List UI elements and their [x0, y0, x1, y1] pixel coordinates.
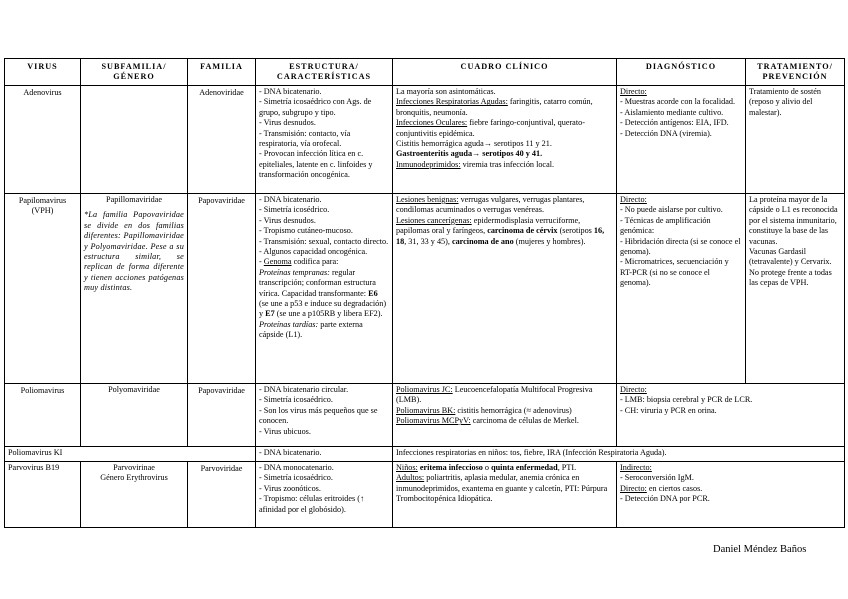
adenovirus-subfamilia — [81, 86, 188, 194]
tratamiento-line: La proteína mayor de la cápside o L1 es reconocida por el sistema inmunitario, constituye la base de las vacunas. — [749, 195, 838, 246]
cuadro-text: o — [482, 463, 492, 472]
ano-text: carcinoma de ano — [451, 236, 514, 246]
genoma-line: - Genoma codifica para: — [259, 257, 339, 267]
cuadro-label: Poliomavirus JC: — [396, 385, 453, 394]
parvovirus-diagnostico — [617, 462, 845, 528]
parvovirus-virus: Parvovirus B19 — [5, 462, 81, 528]
parvovirus-estructura — [256, 462, 393, 528]
papilomavirus-familia: Papovaviridae — [188, 194, 256, 384]
virus-table — [4, 58, 845, 528]
adenovirus-estructura — [256, 86, 393, 194]
cuadro-line — [396, 473, 613, 504]
cuadro-text: (mujeres y hombres). — [513, 236, 586, 246]
papilomavirus-subfamilia — [81, 194, 188, 384]
tratamiento-line: No protege frente a todas las cepas de VPH. — [749, 267, 832, 288]
header-tratamiento: TRATAMIENTO/ PREVENCIÓN — [746, 59, 845, 86]
estructura-item: - DNA monocatenario. — [259, 463, 334, 472]
estructura-item: - Simetría icosaédrico con Ags. de grupo, subgrupo y tipo. — [259, 97, 372, 117]
cuadro-text: Leucoencefalopatía Multifocal Progresiva (LMB). — [396, 385, 593, 405]
estructura-item: - DNA bicatenario. — [259, 195, 322, 204]
diagnostico-label: Directo: — [620, 87, 647, 96]
cuadro-text: epidermodisplasia verruciforme, papilomas oral y faríngeos, — [396, 215, 581, 236]
author-name: Daniel Méndez Baños — [713, 544, 807, 555]
diagnostico-item: - No puede aislarse por cultivo. — [620, 205, 723, 215]
quinta-text: quinta enfermedad — [491, 463, 558, 472]
cuadro-label: Poliomavirus MCPyV: — [396, 416, 471, 426]
estructura-item: - Provocan infección lítica en c. epiteliales, latente en c. linfoides y transformación oncogénica. — [259, 149, 373, 180]
e6-label: E6 — [368, 288, 378, 298]
subfamilia-name: Papillomaviridae — [106, 195, 162, 204]
header-row — [5, 59, 845, 86]
diagnostico-item: - Aislamiento mediante cultivo. — [620, 107, 724, 117]
parvovirus-cuadro — [393, 462, 617, 528]
adenovirus-cuadro — [393, 86, 617, 194]
diagnostico-item: - Detección DNA por PCR. — [620, 494, 710, 504]
poliomavirus-virus: Poliomavirus — [5, 384, 81, 447]
cuadro-line — [396, 195, 613, 216]
header-estructura: ESTRUCTURA/ CARACTERÍSTICAS — [256, 59, 393, 86]
cuadro-line — [396, 385, 613, 406]
estructura-item: - Virus desnudos. — [259, 215, 316, 225]
diagnostico-text: en ciertos casos. — [646, 483, 703, 493]
tratamiento-line: Vacunas Gardasil (tetravalente) y Cervarix. — [749, 247, 832, 267]
e7-label: E7 — [265, 309, 275, 319]
ki-virus: Poliomavirus KI — [5, 447, 256, 462]
cuadro-line: Cistitis hemorrágica aguda→ serotipos 11 y 21. — [396, 139, 552, 149]
subfamilia-line: Género Erythrovirus — [100, 473, 168, 483]
tempranas-line — [259, 268, 389, 320]
cuadro-label: Infecciones Oculares: — [396, 118, 468, 128]
e6-text: (se une a p53 e induce su degradación) y — [259, 299, 387, 319]
serotipos-text: 16, 18 — [396, 226, 605, 246]
cuadro-text: fiebre faringo-conjuntival, querato-conjuntivitis epidémica. — [396, 118, 585, 138]
row-adenovirus — [5, 86, 845, 194]
row-ki — [5, 447, 845, 462]
estructura-item: - Virus desnudos. — [259, 118, 316, 128]
cuadro-text: , PTI. — [557, 463, 577, 472]
tardias-line — [259, 320, 389, 341]
estructura-item: - Tropismo cutáneo-mucoso. — [259, 226, 353, 236]
estructura-item: - DNA bicatenario. — [259, 87, 322, 96]
diagnostico-item: - Seroconversión IgM. — [620, 473, 694, 483]
estructura-item: - Algunos capacidad oncogénica. — [259, 247, 368, 257]
cuadro-text: verrugas vulgares, verrugas plantares, condilomas acuminados o verrugas venéreas. — [396, 195, 585, 215]
estructura-item: - Virus zoonóticos. — [259, 483, 321, 493]
cuadro-line: Gastroenteritis aguda→ serotipos 40 y 41. — [396, 149, 543, 159]
tempranas-label: Proteínas tempranas: — [259, 267, 330, 277]
cuadro-text: (serotipos — [557, 226, 594, 236]
parvovirus-subfamilia — [81, 462, 188, 528]
papilomavirus-tratamiento — [746, 194, 845, 384]
cuadro-line — [396, 406, 613, 416]
row-papilomavirus — [5, 194, 845, 384]
cuadro-label: Poliomavirus BK: — [396, 405, 456, 415]
estructura-item: - Transmisión: sexual, contacto directo. — [259, 236, 389, 246]
tardias-text: parte externa cápside (L1). — [259, 319, 363, 340]
cuadro-text: , 31, 33 y 45), — [404, 236, 452, 246]
e7-text: (se une a p105RB y libera EF2). — [274, 309, 383, 319]
tardias-label: Proteínas tardías: — [259, 319, 319, 329]
estructura-item: - DNA bicatenario circular. — [259, 385, 349, 394]
tempranas-text: regular transcripción; conforman estructura vírica. Capacidad transformante: — [259, 267, 376, 298]
poliomavirus-estructura — [256, 384, 393, 447]
poliomavirus-subfamilia: Polyomaviridae — [81, 384, 188, 447]
cuadro-label: Niños: — [396, 463, 418, 472]
cuadro-line — [396, 118, 613, 139]
papilomavirus-estructura — [256, 194, 393, 384]
cuadro-line — [396, 216, 613, 247]
diagnostico-item: - Detección DNA (viremia). — [620, 128, 712, 138]
diagnostico-item: - CH: viruria y PCR en orina. — [620, 405, 717, 415]
cuadro-line — [396, 160, 613, 170]
estructura-item: - Virus ubicuos. — [259, 426, 311, 436]
diagnostico-item: - Micromatrices, secuenciación y RT-PCR (si no se conoce el genoma). — [620, 257, 729, 288]
cuadro-text: cistitis hemorrágica (≈ adenovirus) — [455, 405, 572, 415]
diagnostico-label: Indirecto: — [620, 463, 652, 472]
estructura-item: - Simetría icosaédrico. — [259, 473, 333, 483]
papilomavirus-virus: Papilomavirus (VPH) — [5, 194, 81, 384]
adenovirus-diagnostico — [617, 86, 746, 194]
poliomavirus-familia: Papovaviridae — [188, 384, 256, 447]
cuadro-text: viremia tras infección local. — [460, 159, 555, 169]
adenovirus-virus: Adenovirus — [5, 86, 81, 194]
genoma-text: codifica para: — [291, 257, 339, 267]
header-familia: FAMILIA — [188, 59, 256, 86]
diagnostico-label: Directo: — [620, 195, 647, 204]
cuadro-text: faringitis, catarro común, bronquitis, neumonía. — [396, 97, 593, 117]
cuadro-text: carcinoma de células de Merkel. — [470, 416, 579, 426]
parvovirus-familia: Parvoviridae — [188, 462, 256, 528]
eritema-text: eritema infeccioso — [419, 463, 483, 472]
estructura-item: - Simetría icosaédrico. — [259, 395, 333, 405]
header-subfamilia: SUBFAMILIA/ GÉNERO — [81, 59, 188, 86]
diagnostico-label: Directo: — [620, 483, 647, 493]
adenovirus-tratamiento: Tratamiento de sostén (reposo y alivio del malestar). — [746, 86, 845, 194]
papovaviridae-note: *La familia Papovaviridae se divide en dos familias diferentes: Papillomaviridae y Polyomaviridae. Pese a su estructura similar, se replican de forma diferente y tienen acciones patógenas muy distintas. — [84, 210, 184, 293]
cuadro-text: poliartritis, aplasia medular, anemia crónica en inmunodeprimidos, exantema en guante y calcetín, PTI: Púrpura Trombocitopénica Idiopática. — [396, 473, 608, 504]
estructura-item: - Son los virus más pequeños que se conocen. — [259, 405, 378, 426]
diagnostico-item: - Muestras acorde con la focalidad. — [620, 97, 736, 107]
adenovirus-familia: Adenoviridae — [188, 86, 256, 194]
estructura-item: - Tropismo: células eritroides (↑ afinidad por el globósido). — [259, 494, 365, 514]
header-virus: VIRUS — [5, 59, 81, 86]
diagnostico-item: - LMB: biopsia cerebral y PCR de LCR. — [620, 395, 753, 405]
cuadro-label: Adultos: — [396, 473, 425, 483]
estructura-item: - Simetría icosédrico. — [259, 205, 330, 215]
diagnostico-label: Directo: — [620, 385, 647, 394]
papilomavirus-diagnostico — [617, 194, 746, 384]
diagnostico-item: - Hibridación directa (si se conoce el genoma). — [620, 236, 741, 257]
diagnostico-item: - Detección antígenos: EIA, IFD. — [620, 118, 729, 128]
cuadro-line — [396, 416, 613, 426]
diagnostico-line — [620, 484, 841, 494]
diagnostico-item: - Técnicas de amplificación genómica: — [620, 215, 711, 236]
papilomavirus-cuadro — [393, 194, 617, 384]
ki-estructura: - DNA bicatenario. — [256, 447, 393, 462]
cuadro-line — [396, 97, 613, 118]
header-diagnostico: DIAGNÓSTICO — [617, 59, 746, 86]
row-poliomavirus — [5, 384, 845, 447]
header-cuadro: CUADRO CLÍNICO — [393, 59, 617, 86]
ki-cuadro: Infecciones respiratorias en niños: tos, fiebre, IRA (Infección Respiratoria Aguda). — [393, 447, 845, 462]
estructura-item: - Transmisión: contacto, vía respiratoria, vía orofecal. — [259, 128, 351, 149]
subfamilia-line: Parvovirinae — [113, 463, 155, 472]
poliomavirus-cuadro — [393, 384, 617, 447]
cuadro-label: Lesiones cancerígenas: — [396, 215, 472, 225]
cuadro-line — [396, 463, 613, 473]
genoma-label: Genoma — [263, 257, 292, 267]
row-parvovirus — [5, 462, 845, 528]
cuadro-line: La mayoría son asintomáticas. — [396, 87, 496, 96]
cuadro-label: Inmunodeprimidos: — [396, 159, 461, 169]
poliomavirus-diagnostico — [617, 384, 845, 447]
cuadro-label: Infecciones Respiratorias Agudas: — [396, 97, 508, 107]
cervix-text: carcinoma de cérvix — [487, 226, 558, 236]
cuadro-label: Lesiones benignas: — [396, 195, 459, 204]
